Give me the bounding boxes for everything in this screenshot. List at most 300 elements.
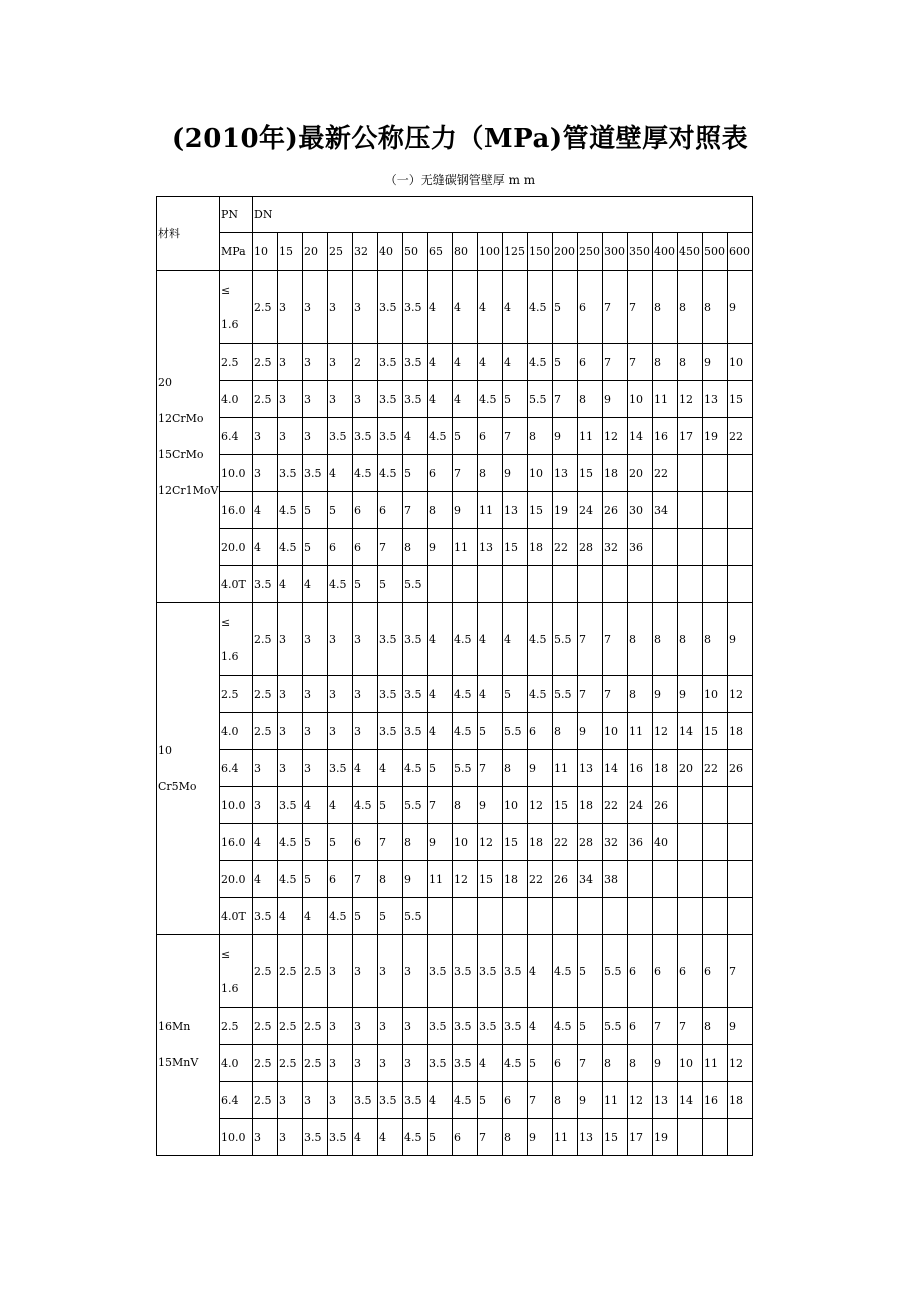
thickness-cell: 5	[453, 418, 478, 455]
thickness-cell: 3.5	[378, 713, 403, 750]
thickness-cell: 3	[253, 418, 278, 455]
thickness-cell: 6	[378, 492, 403, 529]
thickness-cell	[678, 898, 703, 935]
header-dn-size: 450	[678, 233, 703, 271]
pn-cell: 10.0	[220, 455, 253, 492]
thickness-cell: 5	[553, 271, 578, 344]
thickness-cell: 7	[428, 787, 453, 824]
thickness-cell: 3.5	[478, 935, 503, 1008]
header-dn-size: 125	[503, 233, 528, 271]
thickness-cell: 2.5	[253, 935, 278, 1008]
thickness-cell: 7	[378, 529, 403, 566]
thickness-cell: 8	[578, 381, 603, 418]
thickness-cell: 10	[603, 713, 628, 750]
thickness-cell	[678, 861, 703, 898]
thickness-cell: 5.5	[453, 750, 478, 787]
material-name: 16Mn	[158, 1020, 191, 1033]
thickness-cell: 3	[278, 344, 303, 381]
thickness-cell: 2.5	[253, 381, 278, 418]
thickness-cell: 3.5	[453, 1008, 478, 1045]
thickness-cell: 3	[328, 381, 353, 418]
header-dn-size: 250	[578, 233, 603, 271]
thickness-cell: 9	[428, 529, 453, 566]
thickness-cell: 7	[653, 1008, 678, 1045]
thickness-cell: 7	[403, 492, 428, 529]
thickness-cell: 8	[428, 492, 453, 529]
thickness-cell: 22	[553, 824, 578, 861]
thickness-cell: 4	[478, 271, 503, 344]
thickness-cell: 34	[578, 861, 603, 898]
thickness-cell: 18	[728, 1082, 753, 1119]
thickness-cell: 5	[528, 1045, 553, 1082]
thickness-cell: 11	[453, 529, 478, 566]
pn-cell: 16.0	[220, 492, 253, 529]
thickness-cell: 4	[428, 344, 453, 381]
thickness-cell: 5	[303, 492, 328, 529]
thickness-cell: 4.5	[453, 713, 478, 750]
thickness-cell: 9	[703, 344, 728, 381]
thickness-cell: 3	[328, 271, 353, 344]
thickness-cell: 3.5	[378, 603, 403, 676]
thickness-cell: 6	[503, 1082, 528, 1119]
thickness-cell: 4	[503, 603, 528, 676]
thickness-cell: 3	[403, 1045, 428, 1082]
thickness-cell: 6	[628, 935, 653, 1008]
thickness-cell: 3	[253, 787, 278, 824]
thickness-cell: 3	[328, 935, 353, 1008]
thickness-cell: 9	[403, 861, 428, 898]
thickness-cell	[678, 566, 703, 603]
thickness-cell: 4	[378, 1119, 403, 1156]
thickness-cell: 4	[503, 271, 528, 344]
thickness-cell: 12	[728, 1045, 753, 1082]
thickness-cell: 4	[403, 418, 428, 455]
thickness-cell: 22	[528, 861, 553, 898]
thickness-cell: 3	[303, 750, 328, 787]
thickness-cell: 3	[253, 750, 278, 787]
thickness-cell: 8	[553, 1082, 578, 1119]
thickness-cell: 22	[553, 529, 578, 566]
thickness-cell: 3	[353, 935, 378, 1008]
thickness-cell: 6	[628, 1008, 653, 1045]
thickness-cell: 4.5	[478, 381, 503, 418]
thickness-cell: 4.5	[353, 787, 378, 824]
thickness-cell: 3.5	[278, 787, 303, 824]
thickness-cell: 3	[403, 935, 428, 1008]
thickness-cell: 4	[478, 676, 503, 713]
thickness-cell	[703, 898, 728, 935]
thickness-cell: 22	[703, 750, 728, 787]
thickness-cell: 5	[378, 787, 403, 824]
material-name: 15CrMo	[158, 447, 204, 461]
thickness-cell: 3.5	[428, 1045, 453, 1082]
thickness-cell	[728, 529, 753, 566]
thickness-cell	[528, 566, 553, 603]
thickness-cell: 6	[353, 529, 378, 566]
thickness-cell: 3	[278, 603, 303, 676]
thickness-cell: 4.5	[403, 750, 428, 787]
thickness-cell: 7	[628, 344, 653, 381]
thickness-cell: 4	[303, 787, 328, 824]
thickness-cell: 3	[303, 713, 328, 750]
material-name: 12CrMo	[158, 411, 204, 425]
thickness-cell	[478, 898, 503, 935]
thickness-cell: 3.5	[403, 271, 428, 344]
thickness-cell: 7	[603, 271, 628, 344]
thickness-cell: 3.5	[353, 1082, 378, 1119]
thickness-cell: 3	[328, 1008, 353, 1045]
thickness-cell: 5.5	[503, 713, 528, 750]
table-row	[157, 935, 753, 1008]
thickness-cell: 18	[528, 529, 553, 566]
thickness-cell	[678, 787, 703, 824]
thickness-cell: 11	[553, 1119, 578, 1156]
thickness-cell: 8	[703, 1008, 728, 1045]
thickness-cell: 8	[678, 603, 703, 676]
thickness-cell: 3	[353, 603, 378, 676]
table-subtitle: （一）无缝碳钢管壁厚 m m	[384, 173, 536, 187]
thickness-cell: 4	[303, 566, 328, 603]
header-dn-size: 65	[428, 233, 453, 271]
pn-cell: 4.0T	[220, 566, 253, 603]
thickness-cell	[503, 898, 528, 935]
table-row	[157, 566, 753, 603]
thickness-cell: 3.5	[253, 566, 278, 603]
thickness-cell: 5.5	[603, 1008, 628, 1045]
thickness-cell: 12	[653, 713, 678, 750]
thickness-cell: 2.5	[253, 1082, 278, 1119]
thickness-cell: 5	[478, 713, 503, 750]
table-row	[157, 344, 753, 381]
thickness-cell: 9	[578, 1082, 603, 1119]
table-row	[157, 455, 753, 492]
header-pn: PN	[220, 197, 253, 233]
thickness-cell: 6	[353, 824, 378, 861]
thickness-cell: 3	[328, 713, 353, 750]
thickness-cell: 8	[628, 1045, 653, 1082]
thickness-cell: 4.5	[528, 271, 553, 344]
thickness-cell: 9	[653, 676, 678, 713]
thickness-cell: 5	[478, 1082, 503, 1119]
thickness-cell: 7	[628, 271, 653, 344]
pn-cell: 20.0	[220, 861, 253, 898]
wall-thickness-table	[156, 196, 753, 1156]
thickness-cell: 3.5	[403, 713, 428, 750]
thickness-cell: 5.5	[403, 566, 428, 603]
header-row-1	[157, 197, 753, 233]
thickness-cell: 13	[578, 1119, 603, 1156]
thickness-cell: 5.5	[528, 381, 553, 418]
thickness-cell	[628, 861, 653, 898]
material-name: 10	[158, 743, 172, 757]
thickness-cell	[578, 898, 603, 935]
thickness-cell: 15	[553, 787, 578, 824]
material-cell	[157, 603, 220, 935]
header-dn-size: 20	[303, 233, 328, 271]
thickness-cell: 5	[578, 935, 603, 1008]
thickness-cell: 28	[578, 824, 603, 861]
thickness-cell: 3.5	[403, 603, 428, 676]
thickness-cell: 12	[678, 381, 703, 418]
thickness-cell: 3	[353, 271, 378, 344]
table-row	[157, 418, 753, 455]
thickness-cell: 3	[303, 603, 328, 676]
thickness-cell: 4.5	[453, 1082, 478, 1119]
header-dn-size: 100	[478, 233, 503, 271]
thickness-cell: 9	[453, 492, 478, 529]
thickness-cell: 14	[678, 1082, 703, 1119]
thickness-cell: 7	[578, 1045, 603, 1082]
thickness-cell: 3	[378, 1045, 403, 1082]
thickness-cell: 4.5	[278, 492, 303, 529]
thickness-cell: 5	[353, 898, 378, 935]
thickness-cell: 12	[728, 676, 753, 713]
header-mpa: MPa	[220, 233, 253, 271]
thickness-cell	[653, 529, 678, 566]
thickness-cell: 12	[478, 824, 503, 861]
thickness-cell: 2.5	[253, 713, 278, 750]
thickness-cell: 3	[303, 676, 328, 713]
table-row	[157, 1008, 753, 1045]
thickness-cell	[603, 566, 628, 603]
thickness-cell: 7	[578, 676, 603, 713]
thickness-cell: 4	[528, 1008, 553, 1045]
header-dn-size: 200	[553, 233, 578, 271]
pn-cell: 2.5	[220, 676, 253, 713]
thickness-cell: 4.5	[428, 418, 453, 455]
table-row	[157, 713, 753, 750]
thickness-cell: 32	[603, 529, 628, 566]
thickness-cell	[703, 1119, 728, 1156]
thickness-cell: 2.5	[303, 1045, 328, 1082]
thickness-cell: 7	[603, 344, 628, 381]
thickness-cell: 7	[603, 676, 628, 713]
thickness-cell: 3	[278, 1082, 303, 1119]
thickness-cell: 2.5	[253, 344, 278, 381]
thickness-cell: 3.5	[503, 1008, 528, 1045]
thickness-cell: 3.5	[328, 1119, 353, 1156]
thickness-cell: 5.5	[403, 787, 428, 824]
thickness-cell: 32	[603, 824, 628, 861]
thickness-cell: 8	[653, 344, 678, 381]
thickness-cell: 6	[653, 935, 678, 1008]
thickness-cell: 4	[478, 344, 503, 381]
thickness-cell: 13	[653, 1082, 678, 1119]
thickness-cell: 3	[278, 676, 303, 713]
thickness-cell: 9	[728, 271, 753, 344]
thickness-cell	[728, 455, 753, 492]
thickness-cell	[728, 492, 753, 529]
thickness-cell: 2.5	[253, 1008, 278, 1045]
thickness-cell: 4	[428, 271, 453, 344]
thickness-cell: 3	[328, 1082, 353, 1119]
thickness-cell: 26	[603, 492, 628, 529]
thickness-cell: 8	[653, 603, 678, 676]
thickness-cell: 3.5	[378, 381, 403, 418]
thickness-cell: 7	[353, 861, 378, 898]
thickness-cell: 4	[503, 344, 528, 381]
thickness-cell	[528, 898, 553, 935]
thickness-cell: 5	[503, 381, 528, 418]
thickness-cell: 6	[328, 529, 353, 566]
table-row	[157, 529, 753, 566]
thickness-cell: 11	[603, 1082, 628, 1119]
thickness-cell: 3.5	[453, 1045, 478, 1082]
thickness-cell: 4	[453, 344, 478, 381]
thickness-cell: 8	[653, 271, 678, 344]
thickness-cell: 36	[628, 824, 653, 861]
thickness-cell: 3.5	[403, 344, 428, 381]
header-dn-size: 10	[253, 233, 278, 271]
thickness-cell: 6	[428, 455, 453, 492]
thickness-cell: 3	[303, 418, 328, 455]
header-dn-size: 40	[378, 233, 403, 271]
material-name: Cr5Mo	[158, 779, 197, 793]
thickness-cell: 4	[253, 492, 278, 529]
header-dn-size: 15	[278, 233, 303, 271]
thickness-cell: 13	[553, 455, 578, 492]
thickness-cell: 3.5	[328, 418, 353, 455]
thickness-cell	[703, 529, 728, 566]
thickness-cell: 9	[653, 1045, 678, 1082]
thickness-cell: 2	[353, 344, 378, 381]
thickness-cell: 10	[628, 381, 653, 418]
thickness-cell: 15	[503, 529, 528, 566]
thickness-cell: 16	[628, 750, 653, 787]
thickness-cell: 5	[353, 566, 378, 603]
thickness-cell: 5.5	[403, 898, 428, 935]
pn-cell: 2.5	[220, 1008, 253, 1045]
thickness-cell: 5	[578, 1008, 603, 1045]
thickness-cell: 10	[728, 344, 753, 381]
thickness-cell: 18	[653, 750, 678, 787]
thickness-cell: 4	[428, 603, 453, 676]
thickness-cell: 3.5	[353, 418, 378, 455]
thickness-cell	[703, 824, 728, 861]
thickness-cell: 3	[278, 271, 303, 344]
thickness-cell: 11	[478, 492, 503, 529]
thickness-cell: 3	[328, 603, 353, 676]
thickness-cell: 4	[253, 529, 278, 566]
thickness-cell: 3	[353, 713, 378, 750]
thickness-cell: 4.5	[503, 1045, 528, 1082]
thickness-cell: 3	[278, 418, 303, 455]
thickness-cell: 2.5	[253, 271, 278, 344]
thickness-cell: 5.5	[603, 935, 628, 1008]
thickness-cell: 8	[553, 713, 578, 750]
thickness-cell	[453, 898, 478, 935]
pn-cell: 6.4	[220, 1082, 253, 1119]
thickness-cell: 9	[503, 455, 528, 492]
thickness-cell: 10	[703, 676, 728, 713]
thickness-cell: 15	[603, 1119, 628, 1156]
thickness-cell	[728, 787, 753, 824]
thickness-cell: 3	[278, 713, 303, 750]
thickness-cell	[728, 1119, 753, 1156]
thickness-cell: 3	[253, 455, 278, 492]
thickness-cell: 12	[603, 418, 628, 455]
thickness-cell	[728, 861, 753, 898]
thickness-cell: 9	[428, 824, 453, 861]
thickness-cell: 7	[728, 935, 753, 1008]
thickness-cell: 3.5	[403, 1082, 428, 1119]
thickness-cell: 22	[603, 787, 628, 824]
header-dn-size: 350	[628, 233, 653, 271]
thickness-cell: 24	[578, 492, 603, 529]
thickness-cell	[703, 455, 728, 492]
thickness-cell: 3.5	[378, 676, 403, 713]
thickness-cell	[678, 1119, 703, 1156]
thickness-cell: 2.5	[253, 676, 278, 713]
thickness-cell: 3	[278, 1119, 303, 1156]
thickness-cell: 26	[728, 750, 753, 787]
header-dn: DN	[253, 197, 753, 233]
pn-cell: 4.0	[220, 713, 253, 750]
thickness-cell: 4	[253, 861, 278, 898]
pn-cell: 4.0T	[220, 898, 253, 935]
thickness-cell	[603, 898, 628, 935]
thickness-cell: 2.5	[278, 1008, 303, 1045]
thickness-cell: 6	[678, 935, 703, 1008]
thickness-cell: 11	[578, 418, 603, 455]
header-dn-size: 400	[653, 233, 678, 271]
thickness-cell: 5	[553, 344, 578, 381]
thickness-cell	[628, 898, 653, 935]
thickness-cell: 3.5	[278, 455, 303, 492]
thickness-cell: 7	[478, 750, 503, 787]
pn-cell: 4.0	[220, 1045, 253, 1082]
header-row-2	[157, 233, 753, 271]
thickness-cell: 28	[578, 529, 603, 566]
thickness-cell	[703, 492, 728, 529]
thickness-cell: 5	[303, 529, 328, 566]
thickness-cell: 3	[328, 344, 353, 381]
table-row	[157, 787, 753, 824]
thickness-cell: 3	[303, 271, 328, 344]
thickness-cell: 24	[628, 787, 653, 824]
thickness-cell: 6	[578, 271, 603, 344]
thickness-cell: 4.5	[328, 898, 353, 935]
thickness-cell	[428, 566, 453, 603]
thickness-cell: 4	[328, 787, 353, 824]
pn-cell: ≤ 1.6	[220, 935, 253, 1008]
thickness-cell: 8	[503, 1119, 528, 1156]
thickness-cell: 2.5	[303, 935, 328, 1008]
thickness-cell: 3.5	[403, 381, 428, 418]
table-row	[157, 861, 753, 898]
thickness-cell: 5	[428, 1119, 453, 1156]
thickness-cell: 2.5	[253, 1045, 278, 1082]
header-material: 材料	[157, 197, 220, 271]
thickness-cell: 9	[678, 676, 703, 713]
thickness-cell: 10	[528, 455, 553, 492]
thickness-cell: 3	[303, 344, 328, 381]
thickness-cell: 4.5	[403, 1119, 428, 1156]
thickness-cell: 3.5	[453, 935, 478, 1008]
pn-cell: 6.4	[220, 418, 253, 455]
table-row	[157, 492, 753, 529]
thickness-cell: 4	[428, 676, 453, 713]
table-row	[157, 824, 753, 861]
thickness-cell: 6	[553, 1045, 578, 1082]
thickness-cell	[578, 566, 603, 603]
header-dn-size: 32	[353, 233, 378, 271]
thickness-cell	[553, 898, 578, 935]
thickness-cell: 9	[728, 603, 753, 676]
thickness-cell: 3.5	[253, 898, 278, 935]
thickness-cell: 11	[628, 713, 653, 750]
header-dn-size: 600	[728, 233, 753, 271]
